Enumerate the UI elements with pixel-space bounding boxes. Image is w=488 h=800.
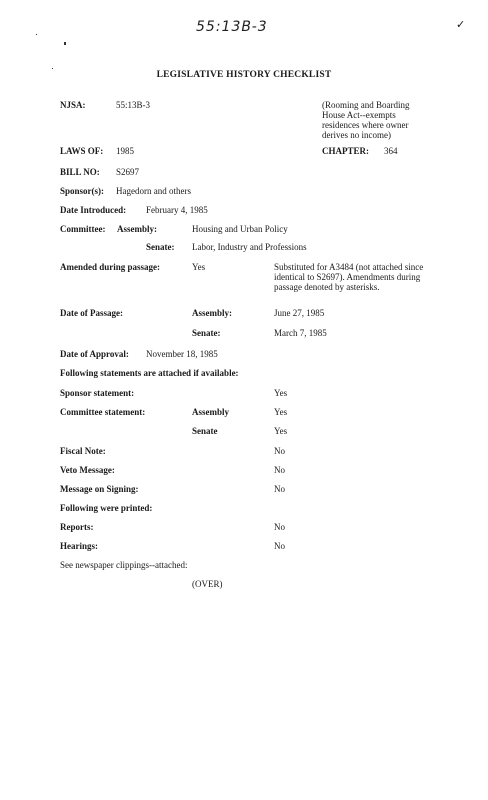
fiscal-note-label: Fiscal Note: xyxy=(60,446,106,456)
scan-dot xyxy=(52,68,53,69)
amended-note: Substituted for A3484 (not attached since identical to S2697). Amendments during passage denoted by asterisks. xyxy=(274,262,424,292)
committee-assembly-value: Housing and Urban Policy xyxy=(192,224,288,234)
chapter-value: 364 xyxy=(384,146,398,156)
date-introduced-label: Date Introduced: xyxy=(60,205,127,215)
njsa-note: (Rooming and Boarding House Act--exempts residences where owner derives no income) xyxy=(322,100,410,140)
scan-dot xyxy=(64,42,66,45)
veto-message-label: Veto Message: xyxy=(60,465,115,475)
bill-no-label: BILL NO: xyxy=(60,167,100,177)
reports-label: Reports: xyxy=(60,522,94,532)
scan-dot xyxy=(36,34,37,35)
committee-senate-label: Senate: xyxy=(146,242,175,252)
clippings-note: See newspaper clippings--attached: xyxy=(60,560,188,570)
njsa-label: NJSA: xyxy=(60,100,86,110)
passage-label: Date of Passage: xyxy=(60,308,123,318)
passage-assembly-value: June 27, 1985 xyxy=(274,308,325,318)
message-on-signing-value: No xyxy=(274,484,285,494)
veto-message-value: No xyxy=(274,465,285,475)
passage-assembly-label: Assembly: xyxy=(192,308,232,318)
sponsor-statement-label: Sponsor statement: xyxy=(60,388,135,398)
over-note: (OVER) xyxy=(192,579,223,589)
approval-label: Date of Approval: xyxy=(60,349,129,359)
fiscal-note-value: No xyxy=(274,446,285,456)
approval-value: November 18, 1985 xyxy=(146,349,218,359)
committee-statement-assembly-label: Assembly xyxy=(192,407,230,417)
chapter-label: CHAPTER: xyxy=(322,146,369,156)
committee-senate-value: Labor, Industry and Professions xyxy=(192,242,307,252)
laws-of-label: LAWS OF: xyxy=(60,146,104,156)
committee-label: Committee: xyxy=(60,224,106,234)
bill-no-value: S2697 xyxy=(116,167,140,177)
reports-value: No xyxy=(274,522,285,532)
check-mark: ✓ xyxy=(456,18,466,31)
committee-statement-label: Committee statement: xyxy=(60,407,146,417)
handwritten-ref: 55:13B-3 xyxy=(196,19,268,35)
passage-senate-label: Senate: xyxy=(192,328,221,338)
njsa-value: 55:13B-3 xyxy=(116,100,151,110)
amended-label: Amended during passage: xyxy=(60,262,161,272)
date-introduced-value: February 4, 1985 xyxy=(146,205,208,215)
committee-statement-assembly-value: Yes xyxy=(274,407,288,417)
committee-assembly-label: Assembly: xyxy=(117,224,157,234)
hearings-value: No xyxy=(274,541,285,551)
page-title: LEGISLATIVE HISTORY CHECKLIST xyxy=(156,70,332,80)
sponsors-label: Sponsor(s): xyxy=(60,186,105,196)
committee-statement-senate-label: Senate xyxy=(192,426,218,436)
sponsors-value: Hagedorn and others xyxy=(116,186,191,196)
committee-statement-senate-value: Yes xyxy=(274,426,288,436)
message-on-signing-label: Message on Signing: xyxy=(60,484,139,494)
statements-heading: Following statements are attached if available: xyxy=(60,368,239,378)
sponsor-statement-value: Yes xyxy=(274,388,288,398)
hearings-label: Hearings: xyxy=(60,541,98,551)
passage-senate-value: March 7, 1985 xyxy=(274,328,327,338)
laws-of-value: 1985 xyxy=(116,146,134,156)
amended-value: Yes xyxy=(192,262,206,272)
printed-heading: Following were printed: xyxy=(60,503,153,513)
